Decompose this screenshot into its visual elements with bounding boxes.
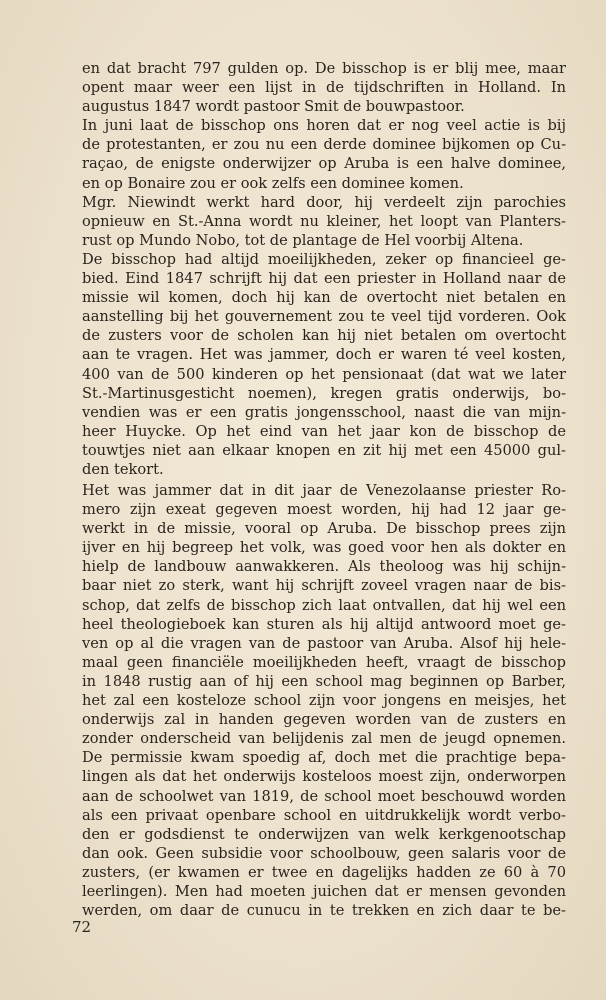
text-line: aan de schoolwet van 1819, de school moet beschouwd worden xyxy=(82,787,566,805)
text-line: In juni laat de bisschop ons horen dat er nog veel actie is bij xyxy=(82,117,566,135)
text-line: leerlingen). Men had moeten juichen dat er mensen gevonden xyxy=(82,882,566,900)
text-line: werden, om daar de cunucu in te trekken en zich daar te be- xyxy=(82,902,566,920)
text-line: bied. Eind 1847 schrijft hij dat een priester in Holland naar de xyxy=(82,270,566,288)
text-line: Het was jammer dat in dit jaar de Venezolaanse priester Ro- xyxy=(82,482,566,499)
text-line: het zal een kosteloze school zijn voor jongens en meisjes, het xyxy=(82,692,566,710)
text-line: missie wil komen, doch hij kan de overtocht niet betalen en xyxy=(82,289,566,307)
text-line: De permissie kwam spoedig af, doch met die prachtige bepa- xyxy=(82,749,566,767)
text-line: de zusters voor de scholen kan hij niet betalen om overtocht xyxy=(82,327,566,345)
text-line: en op Bonaire zou er ook zelfs een dominee komen. xyxy=(82,174,464,192)
text-line: dan ook. Geen subsidie voor schoolbouw, geen salaris voor de xyxy=(82,844,566,862)
text-line: vendien was er een gratis jongensschool, naast die van mijn- xyxy=(82,403,566,421)
text-line: den tekort. xyxy=(82,460,164,478)
text-line: lingen als dat het onderwijs kosteloos moest zijn, onderworpen xyxy=(82,768,566,786)
text-line: zonder onderscheid van belijdenis zal men de jeugd opnemen. xyxy=(82,730,566,748)
text-line: raçao, de enigste onderwijzer op Aruba is een halve dominee, xyxy=(82,155,566,173)
text-line: schop, dat zelfs de bisschop zich laat ontvallen, dat hij wel een xyxy=(82,596,566,614)
text-line: Mgr. Niewindt werkt hard door, hij verdeelt zijn parochies xyxy=(82,193,566,211)
paragraph-2 xyxy=(82,481,566,920)
text-line: ven op al die vragen van de pastoor van Aruba. Alsof hij hele- xyxy=(82,634,566,652)
text-line: ijver en hij begreep het volk, was goed voor hen als dokter en xyxy=(82,539,566,557)
text-line: werkt in de missie, vooral op Aruba. De bisschop prees zijn xyxy=(82,520,566,538)
text-line: de protestanten, er zou nu een derde dominee bijkomen op Cu- xyxy=(82,136,566,154)
text-line: 400 van de 500 kinderen op het pensionaat (dat wat we later xyxy=(82,365,566,383)
text-line: als een privaat openbare school en uitdrukkelijk wordt verbo- xyxy=(82,806,566,824)
text-line: onderwijs zal in handen gegeven worden van de zusters en xyxy=(82,711,566,729)
text-line: opent maar weer een lijst in de tijdschriften in Holland. In xyxy=(82,79,566,97)
text-line: aanstelling bij het gouvernement zou te veel tijd vorderen. Ook xyxy=(82,308,566,326)
text-line: augustus 1847 wordt pastoor Smit de bouwpastoor. xyxy=(82,98,465,116)
text-line: en dat bracht 797 gulden op. De bisschop is er blij mee, maar xyxy=(82,60,566,77)
text-line: den er godsdienst te onderwijzen van welk kerkgenootschap xyxy=(82,825,566,843)
text-line: hielp de landbouw aanwakkeren. Als theoloog was hij schijn- xyxy=(82,558,566,576)
text-line: mero zijn exeat gegeven moest worden, hij had 12 jaar ge- xyxy=(82,501,566,519)
text-line: rust op Mundo Nobo, tot de plantage de Hel voorbij Altena. xyxy=(82,231,524,249)
text-line: heel theologieboek kan sturen als hij altijd antwoord moet ge- xyxy=(82,615,566,633)
text-line: De bisschop had altijd moeilijkheden, zeker op financieel ge- xyxy=(82,250,566,268)
paragraph-1 xyxy=(82,59,566,479)
text-line: aan te vragen. Het was jammer, doch er waren té veel kosten, xyxy=(82,346,566,364)
text-line: St.-Martinusgesticht noemen), kregen gratis onderwijs, bo- xyxy=(82,384,566,402)
page-number: 72 xyxy=(72,918,92,936)
text-line: in 1848 rustig aan of hij een school mag beginnen op Barber, xyxy=(82,672,566,690)
text-line: opnieuw en St.-Anna wordt nu kleiner, het loopt van Planters- xyxy=(82,212,566,230)
text-line: heer Huycke. Op het eind van het jaar kon de bisschop de xyxy=(82,422,566,440)
text-line: baar niet zo sterk, want hij schrijft zoveel vragen naar de bis- xyxy=(82,577,566,595)
text-line: maal geen financiële moeilijkheden heeft, vraagt de bisschop xyxy=(82,653,566,671)
text-line: touwtjes niet aan elkaar knopen en zit hij met een 45000 gul- xyxy=(82,441,566,459)
text-line: zusters, (er kwamen er twee en dagelijks hadden ze 60 à 70 xyxy=(82,863,566,881)
